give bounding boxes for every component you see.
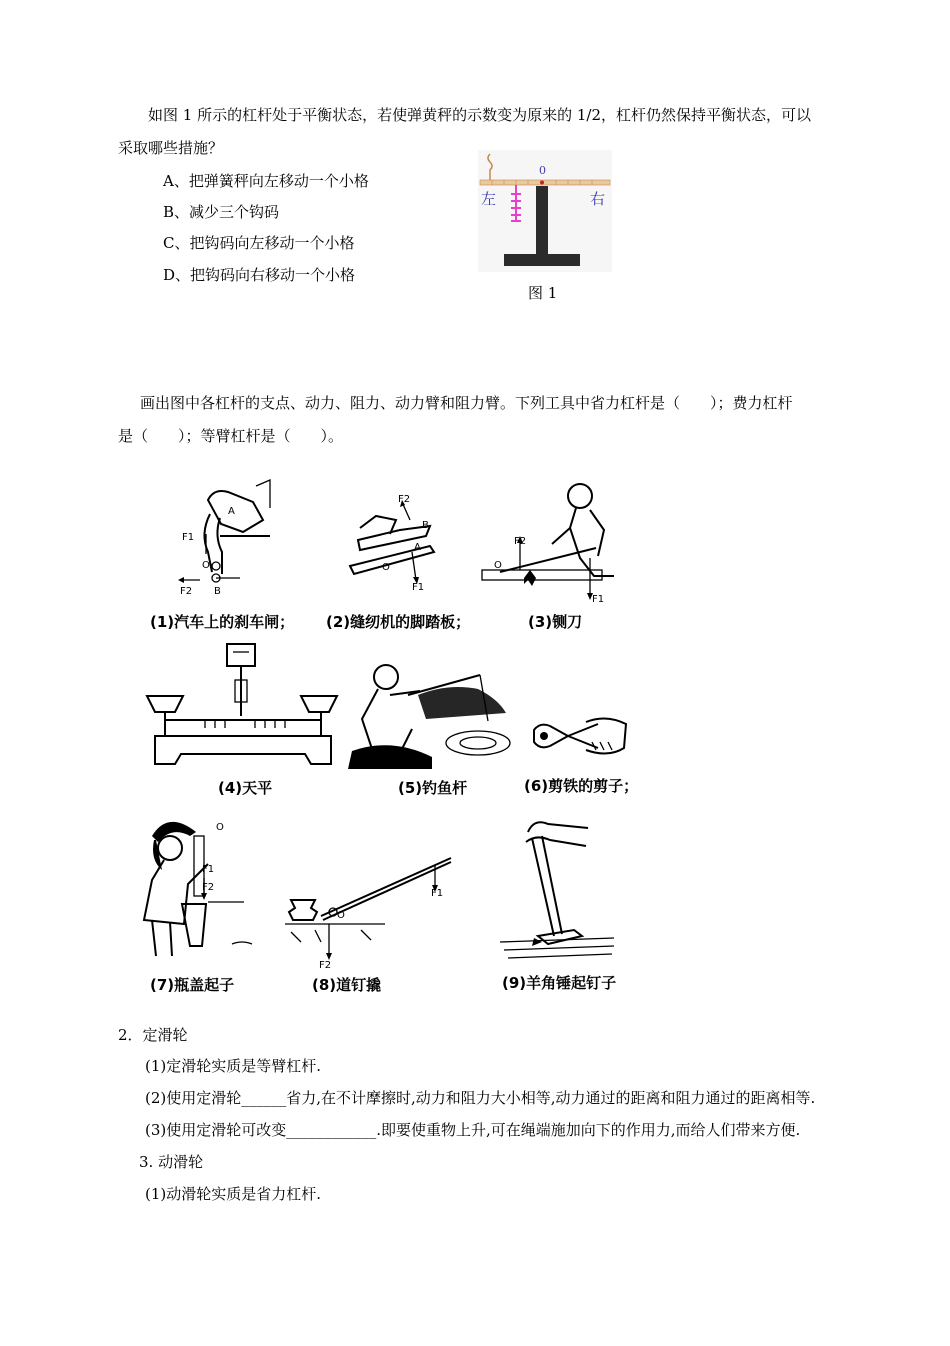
option-b: B、减少三个钩码 — [163, 203, 280, 221]
label-b: B — [422, 520, 429, 531]
spike-bar-drawing — [285, 852, 457, 970]
label-o: O — [382, 562, 390, 573]
tool-caption-9: (9)羊角锤起钉子 — [502, 974, 617, 992]
label-f1: F1 — [202, 864, 215, 875]
q2-text-line1: 画出图中各杠杆的支点、动力、阻力、动力臂和阻力臂。下列工具中省力杠杆是（ ）；费力杠杆 — [140, 394, 793, 412]
tin-snips-drawing — [530, 712, 630, 760]
tool-caption-7: (7)瓶盖起子 — [150, 976, 235, 994]
figure-1-zero-mark: 0 — [539, 164, 546, 177]
label-a: A — [228, 506, 235, 517]
q2-text-line2: 是（ ）；等臂杠杆是（ ）。 — [118, 427, 344, 445]
fishing-rod-drawing — [348, 655, 516, 777]
tool-caption-8: (8)道钉撬 — [312, 976, 382, 994]
label-f1: F1 — [592, 594, 605, 605]
q1-text-line1: 如图 1 所示的杠杆处于平衡状态，若使弹黄秤的示数变为原来的 1/2，杠杆仍然保持平衡状态，可以 — [148, 106, 811, 124]
label-f2: F2 — [398, 494, 411, 505]
label-a: A — [414, 542, 421, 553]
bottle-opener-drawing — [142, 810, 252, 970]
balance-drawing — [145, 640, 340, 775]
label-f2: F2 — [514, 536, 527, 547]
chopping-knife-drawing — [480, 478, 630, 608]
section-3-title: 3. 动滑轮 — [139, 1153, 204, 1171]
option-c: C、把钩码向左移动一个小格 — [163, 234, 355, 252]
label-f2: F2 — [202, 882, 215, 893]
section-2-title: 2．定滑轮 — [118, 1026, 188, 1044]
label-o: O — [337, 910, 345, 921]
tool-caption-1: (1)汽车上的刹车闸； — [150, 613, 295, 631]
label-b: B — [214, 586, 221, 597]
tool-caption-5: (5)钓鱼杆 — [398, 779, 468, 797]
figure-1-caption: 图 1 — [528, 284, 558, 302]
tool-caption-4: (4)天平 — [218, 779, 273, 797]
figure-1-left-label: 左 — [481, 190, 497, 208]
label-o: O — [216, 822, 224, 833]
section-3-item-1: (1)动滑轮实质是省力杠杆. — [145, 1185, 322, 1203]
figure-1-right-label: 右 — [590, 190, 606, 208]
label-f1: F1 — [412, 582, 425, 593]
label-f2: F2 — [180, 586, 193, 597]
label-o: O — [494, 560, 502, 571]
sewing-pedal-drawing — [340, 490, 450, 595]
label-f2: F2 — [319, 960, 332, 971]
section-2-item-2: (2)使用定滑轮______省力,在不计摩擦时,动力和阻力大小相等,动力通过的距离和阻力通过的距离相等. — [145, 1089, 816, 1107]
label-f1: F1 — [431, 888, 444, 899]
claw-hammer-drawing — [498, 818, 616, 968]
label-o: O — [202, 560, 210, 571]
brake-lever-drawing — [170, 478, 280, 598]
section-2-item-1: (1)定滑轮实质是等臂杠杆. — [145, 1057, 322, 1075]
tool-caption-2: (2)缝纫机的脚踏板； — [326, 613, 471, 631]
tool-caption-6: (6)剪铁的剪子； — [524, 777, 639, 795]
option-a: A、把弹簧秤向左移动一个小格 — [163, 172, 369, 190]
label-f1: F1 — [182, 532, 195, 543]
option-d: D、把钩码向右移动一个小格 — [163, 266, 356, 284]
q1-text-line2: 采取哪些措施？ — [118, 139, 224, 157]
tool-caption-3: (3)铡刀 — [528, 613, 583, 631]
section-2-item-3: (3)使用定滑轮可改变____________.即要使重物上升,可在绳端施加向下的作用力,而给人们带来方便. — [145, 1121, 801, 1139]
